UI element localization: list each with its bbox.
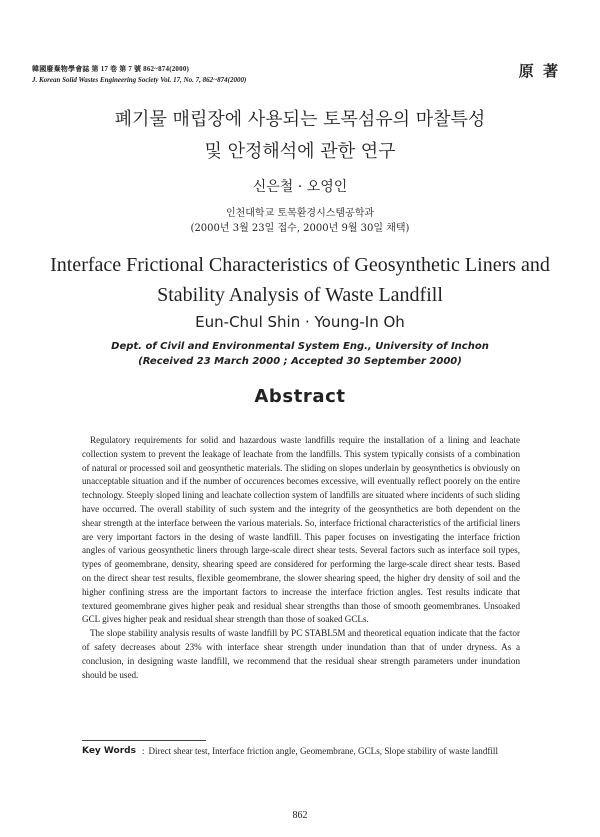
korean-affiliation: 인천대학교 토목환경시스템공학과	[225, 208, 375, 219]
korean-dates: (2000년 3월 23일 접수, 2000년 9월 30일 채택)	[190, 223, 410, 234]
korean-title-line-1: 폐기물 매립장에 사용되는 토목섬유의 마찰특성	[114, 109, 486, 130]
journal-name-korean: 韓國廢棄物學會誌 第 17 卷 第 7 號 862~874(2000)	[32, 65, 190, 73]
english-affiliation: Dept. of Civil and Environmental System Eng., University of Inchon	[111, 341, 489, 352]
korean-title	[0, 104, 600, 168]
english-title	[0, 250, 600, 310]
abstract-paragraph-2: The slope stability analysis results of waste landfill by PC STABL5M and theoretical equation indicate that the factor of safety decreases about 23% with interface shear strength under inundation than that of under dryness. As a conclusion, in designing waste landfill, we recommend that the residual shear strength parameters under inundation should be used.	[82, 628, 520, 680]
english-title-line-2: Stability Analysis of Waste Landfill	[157, 284, 443, 306]
abstract-body	[82, 434, 520, 682]
page-number: 862	[292, 810, 308, 821]
english-dates: (Received 23 March 2000 ; Accepted 30 September 2000)	[138, 356, 462, 367]
english-title-line-1: Interface Frictional Characteristics of Geosynthetic Liners and	[50, 254, 550, 276]
keywords-block	[82, 745, 522, 758]
article-type-label: 原 著	[518, 62, 560, 80]
keywords-divider	[82, 740, 206, 741]
korean-authors: 신은철 · 오영인	[252, 179, 348, 195]
keywords-colon: :	[141, 746, 145, 756]
journal-name-english: J. Korean Solid Wastes Engineering Society Vol. 17, No. 7, 862~874(2000)	[32, 76, 247, 84]
abstract-paragraph-1: Regulatory requirements for solid and hazardous waste landfills require the installation of a lining and leachate collection system to prevent the leakage of leachate from the landfills. This system typically consists of a combination of natural or processed soil and geosynthetic materials. The sliding on slopes underlain by geosynthetics is obviously on unacceptable situation and if the number of occurences becomes excessive, will eventually reflect poorely on the entire technology. Steeply sloped lining and leachate collection system of landfills are situated where incidents of such sliding have occurred. The overall stability of such system and the integrity of the geosynthetics are both dependent on the shear strength at the interface between the various materials. So, interface frictional characteristics of the artificial liners are very important factors in the desing of waste landfill. This paper focuses on investigating the interface friction angles of various geosynthetic liners through large-scale direct shear tests. Several factors such as interface soil types, types of geomembrane, density, shearing speed are considered for performing the large-scale direct shear tests. Based on the direct shear test results, flexible geomembrane, the slower shearing speed, the higher dry density of soil and the higher confining stress are the important factors to increase the interface friction angles. Test results indicate that textured geomembrane gives higher peak and residual shear strengths than those of smooth geomembranes. Unsoaked GCL gives higher peak and residual shear strength than those of soaked GCLs.	[82, 435, 520, 625]
korean-title-line-2: 및 안정해석에 관한 연구	[204, 141, 396, 162]
english-authors: Eun-Chul Shin · Young-In Oh	[195, 313, 405, 331]
keywords-label: Key Words	[82, 746, 136, 756]
keywords-text: Direct shear test, Interface friction angle, Geomembrane, GCLs, Slope stability of waste landfill	[148, 746, 498, 756]
abstract-heading: Abstract	[254, 386, 346, 407]
